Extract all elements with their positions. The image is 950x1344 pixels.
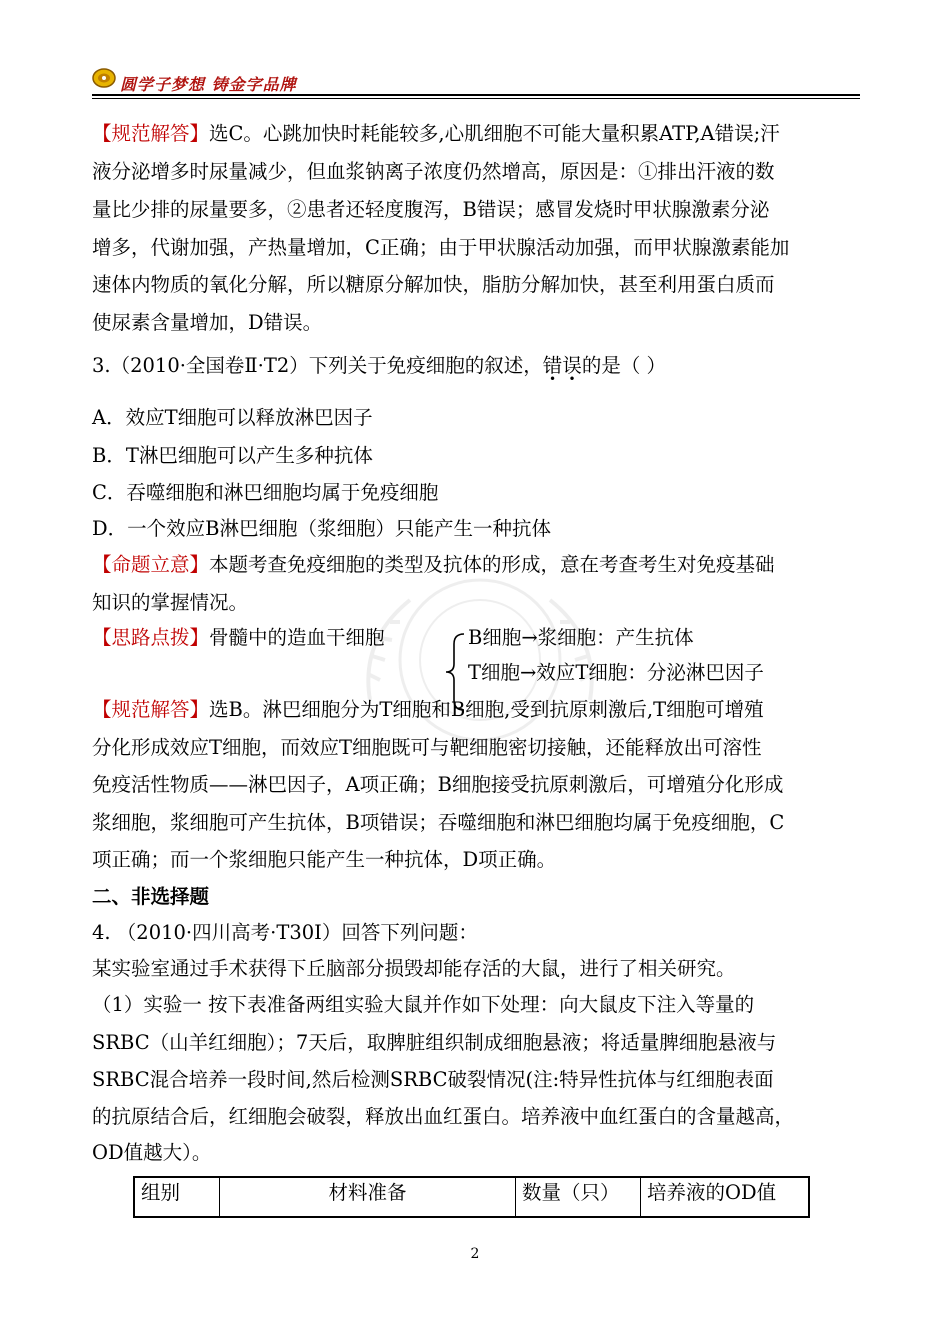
- q4-line: SRBC混合培养一段时间,然后检测SRBC破裂情况(注:特异性抗体与红细胞表面: [92, 1068, 774, 1091]
- q3-answer-line: 浆细胞，浆细胞可产生抗体，B项错误；吞噬细胞和淋巴细胞均属于免疫细胞，C: [92, 811, 785, 834]
- q4-line: SRBC（山羊红细胞）；7天后，取脾脏组织制成细胞悬液；将适量脾细胞悬液与: [92, 1031, 777, 1054]
- question-3-stem: [92, 353, 666, 379]
- q3-emphasis-char: 错: [542, 354, 563, 377]
- q4-line: （1）实验一 按下表准备两组实验大鼠并作如下处理：向大鼠皮下注入等量的: [92, 993, 755, 1016]
- answer-line: 使尿素含量增加，D错误。: [92, 311, 323, 334]
- answer-line: 增多，代谢加强，产热量增加，C正确；由于甲状腺活动加强，而甲状腺激素能加: [92, 236, 790, 259]
- q3-hint: [92, 625, 385, 651]
- hint-branch-b: B细胞→浆细胞：产生抗体: [468, 626, 694, 649]
- q3-option-d: D．一个效应B淋巴细胞（浆细胞）只能产生一种抗体: [92, 517, 551, 540]
- table-header-cell: 数量（只）: [516, 1177, 641, 1217]
- answer-line: [92, 121, 780, 147]
- q3-answer-line: 项正确；而一个浆细胞只能产生一种抗体，D项正确。: [92, 848, 557, 871]
- q3-intent: [92, 552, 775, 578]
- q3-stem-prefix: 3.（2010·全国卷Ⅱ·T2）下列关于免疫细胞的叙述，: [92, 354, 543, 377]
- answer-line: 量比少排的尿量要多，②患者还轻度腹泻，B错误；感冒发烧时甲状腺激素分泌: [92, 198, 770, 221]
- section-title: 二、非选择题: [92, 885, 210, 908]
- page-number: 2: [470, 1246, 480, 1262]
- page-header: [92, 60, 860, 96]
- hint-source: 骨髓中的造血干细胞: [209, 626, 385, 649]
- q3-stem-suffix: 的是（ ）: [581, 354, 667, 377]
- table-header-cell: 组别: [134, 1177, 220, 1217]
- intent-tag: 【命题立意】: [92, 553, 210, 576]
- answer-tag: 【规范解答】: [92, 122, 210, 145]
- q4-line: 的抗原结合后，红细胞会破裂，释放出血红蛋白。培养液中血红蛋白的含量越高，: [92, 1105, 795, 1128]
- q3-option-b: B．T淋巴细胞可以产生多种抗体: [92, 444, 373, 467]
- q3-intent-line-2: 知识的掌握情况。: [92, 591, 249, 614]
- header-rule: [92, 94, 860, 96]
- experiment-table: [133, 1176, 810, 1218]
- table-header-cell: 材料准备: [220, 1177, 516, 1217]
- q4-line: 某实验室通过手术获得下丘脑部分损毁却能存活的大鼠，进行了相关研究。: [92, 957, 736, 980]
- answer-text: 选B。淋巴细胞分为T细胞和B细胞,受到抗原刺激后,T细胞可增殖: [209, 698, 764, 721]
- q3-emphasis-char: 误: [562, 354, 582, 377]
- q3-answer-line: 免疫活性物质——淋巴因子，A项正确；B细胞接受抗原刺激后，可增殖分化形成: [92, 773, 784, 796]
- table-header-cell: 培养液的OD值: [641, 1177, 810, 1217]
- hint-branch-t: T细胞→效应T细胞：分泌淋巴因子: [468, 661, 764, 684]
- table-header-row: [134, 1177, 809, 1217]
- q3-answer: [92, 697, 764, 723]
- answer-line: 液分泌增多时尿量减少，但血浆钠离子浓度仍然增高，原因是：①排出汗液的数: [92, 160, 775, 183]
- q3-option-c: C．吞噬细胞和淋巴细胞均属于免疫细胞: [92, 481, 439, 504]
- answer-tag: 【规范解答】: [92, 698, 210, 721]
- hint-tag: 【思路点拨】: [92, 626, 210, 649]
- question-4-stem: 4. （2010·四川高考·T30Ⅰ）回答下列问题：: [92, 921, 478, 944]
- answer-text: 选C。心跳加快时耗能较多,心肌细胞不可能大量积累ATP,A错误;汗: [209, 122, 780, 145]
- intent-text: 本题考查免疫细胞的类型及抗体的形成，意在考查考生对免疫基础: [209, 553, 775, 576]
- q3-option-a: A．效应T细胞可以释放淋巴因子: [92, 406, 373, 429]
- gold-coin-logo-icon: [92, 66, 116, 90]
- q3-answer-line: 分化形成效应T细胞，而效应T细胞既可与靶细胞密切接触，还能释放出可溶性: [92, 736, 762, 759]
- header-slogan: 圆学子梦想 铸金字品牌: [120, 75, 297, 94]
- header-rule-thin: [92, 98, 860, 99]
- q4-line: OD值越大）。: [92, 1141, 212, 1164]
- answer-line: 速体内物质的氧化分解，所以糖原分解加快，脂肪分解加快，甚至利用蛋白质而: [92, 273, 775, 296]
